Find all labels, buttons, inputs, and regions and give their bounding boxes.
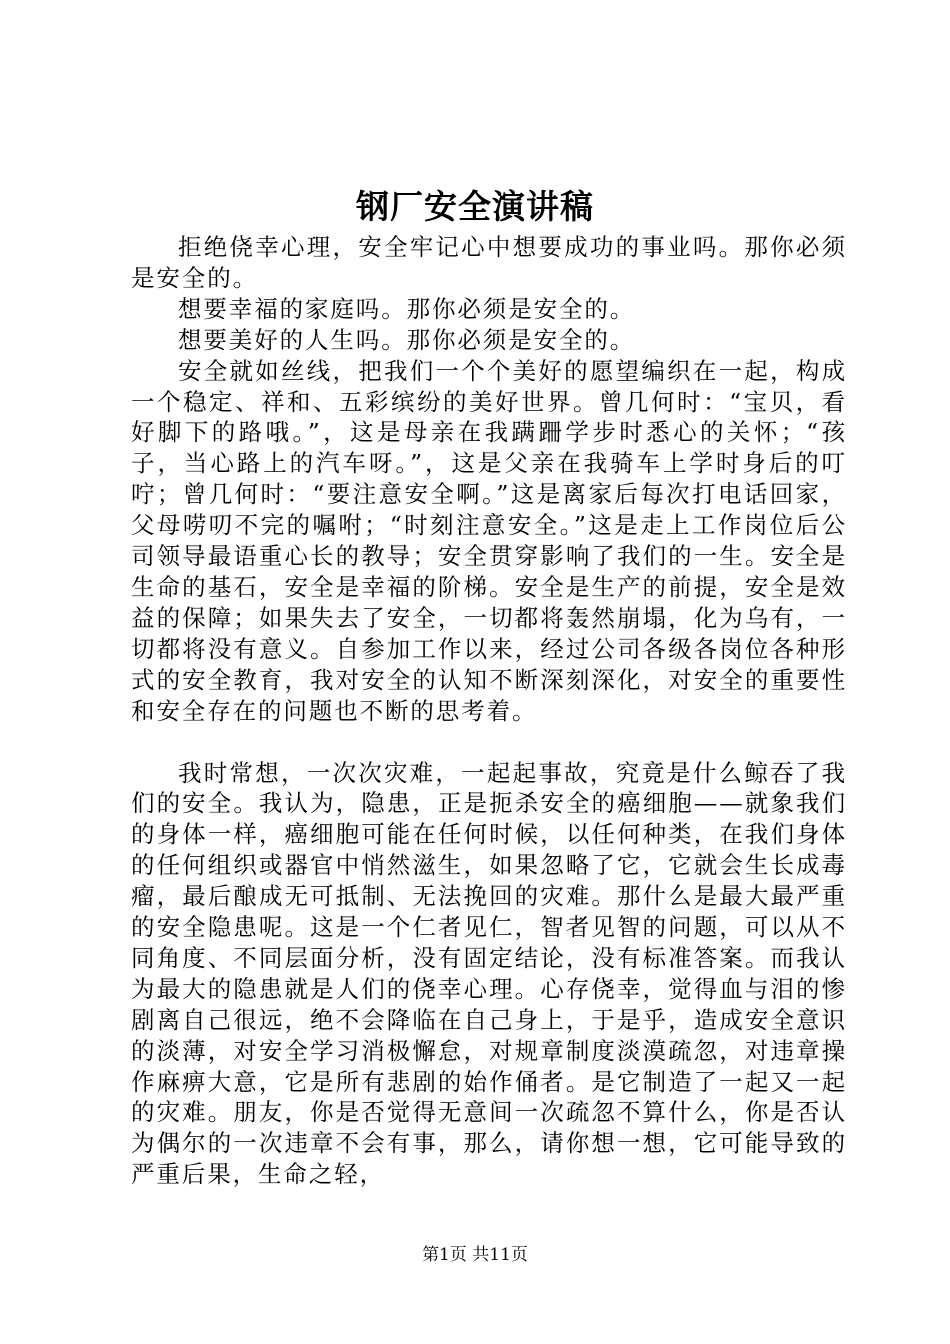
- document-body: [131, 232, 847, 1190]
- paragraph-hidden-dangers: 我时常想，一次次灾难，一起起事故，究竟是什么鲸吞了我们的安全。我认为，隐患，正是扼杀安全的癌细胞——就象我们的身体一样，癌细胞可能在任何时候，以任何种类，在我们身体的任何组织或器官中悄然滋生，如果忽略了它，它就会生长成毒瘤，最后酿成无可抵制、无法挽回的灾难。那什么是最大最严重的安全隐患呢。这是一个仁者见仁，智者见智的问题，可以从不同角度、不同层面分析，没有固定结论，没有标准答案。而我认为最大的隐患就是人们的侥幸心理。心存侥幸，觉得血与泪的惨剧离自己很远，绝不会降临在自己身上，于是乎，造成安全意识的淡薄，对安全学习消极懈怠，对规章制度淡漠疏忽，对违章操作麻痹大意，它是所有悲剧的始作俑者。是它制造了一起又一起的灾难。朋友，你是否觉得无意间一次疏忽不算什么，你是否认为偶尔的一次违章不会有事，那么，请你想一想，它可能导致的严重后果，生命之轻，: [131, 758, 847, 1189]
- paragraph-safety-thread: 安全就如丝线，把我们一个个美好的愿望编织在一起，构成一个稳定、祥和、五彩缤纷的美好世界。曾几何时：“宝贝，看好脚下的路哦。”，这是母亲在我蹒跚学步时悉心的关怀；“孩子，当心路上的汽车呀。”，这是父亲在我骑车上学时身后的叮咛；曾几何时：“要注意安全啊。”这是离家后每次打电话回家，父母唠叨不完的嘱咐；“时刻注意安全。”这是走上工作岗位后公司领导最语重心长的教导；安全贯穿影响了我们的一生。安全是生命的基石，安全是幸福的阶梯。安全是生产的前提，安全是效益的保障；如果失去了安全，一切都将轰然崩塌，化为乌有，一切都将没有意义。自参加工作以来，经过公司各级各岗位各种形式的安全教育，我对安全的认知不断深刻深化，对安全的重要性和安全存在的问题也不断的思考着。: [131, 356, 847, 725]
- page-number-footer: 第1页 共11页: [422, 1245, 528, 1265]
- paragraph-intro: 拒绝侥幸心理，安全牢记心中想要成功的事业吗。那你必须是安全的。: [131, 233, 847, 292]
- paragraph-family: 想要幸福的家庭吗。那你必须是安全的。: [178, 294, 636, 323]
- document-title: 钢厂安全演讲稿: [356, 187, 594, 226]
- paragraph-spacer: [131, 727, 847, 758]
- paragraph-life: 想要美好的人生吗。那你必须是安全的。: [178, 325, 636, 354]
